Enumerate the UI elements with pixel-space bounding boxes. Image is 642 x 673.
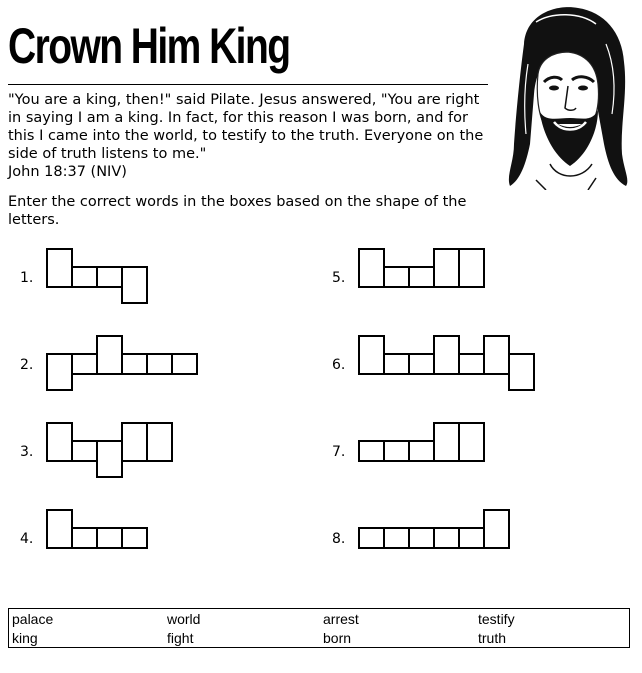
letter-box-short[interactable] [72, 267, 97, 287]
word-bank-item: arrest [323, 611, 359, 627]
page-title: Crown Him King [8, 18, 290, 74]
puzzle-number: 1. [20, 270, 34, 286]
letter-box-tall[interactable] [484, 510, 509, 548]
word-bank-item: palace [12, 611, 54, 627]
puzzle-number: 7. [332, 444, 346, 460]
letter-box-desc[interactable] [97, 441, 122, 477]
letter-box-short[interactable] [97, 267, 122, 287]
puzzle-8 [332, 510, 509, 548]
letter-box-tall[interactable] [434, 249, 459, 287]
word-bank-item: world [167, 611, 201, 627]
letter-box-desc[interactable] [509, 354, 534, 390]
word-bank-item: truth [478, 630, 507, 646]
letter-box-short[interactable] [359, 441, 384, 461]
letter-box-desc[interactable] [122, 267, 147, 303]
letter-box-short[interactable] [147, 354, 172, 374]
letter-box-tall[interactable] [47, 423, 72, 461]
letter-box-short[interactable] [122, 354, 147, 374]
puzzle-number: 6. [332, 357, 346, 373]
letter-box-short[interactable] [384, 354, 409, 374]
letter-box-short[interactable] [459, 528, 484, 548]
letter-box-short[interactable] [72, 441, 97, 461]
letter-box-tall[interactable] [47, 249, 72, 287]
letter-box-tall[interactable] [434, 336, 459, 374]
word-bank-item: king [12, 630, 38, 646]
letter-box-tall[interactable] [359, 336, 384, 374]
instructions: Enter the correct words in the boxes based on the shape of the letters. [8, 194, 467, 228]
letter-box-tall[interactable] [147, 423, 172, 461]
puzzle-3 [20, 423, 172, 477]
letter-box-short[interactable] [409, 267, 434, 287]
letter-box-short[interactable] [409, 354, 434, 374]
letter-box-short[interactable] [172, 354, 197, 374]
quote-reference: John 18:37 (NIV) [8, 164, 127, 180]
letter-box-tall[interactable] [47, 510, 72, 548]
letter-box-short[interactable] [384, 441, 409, 461]
letter-box-short[interactable] [459, 354, 484, 374]
puzzle-7 [332, 423, 484, 461]
letter-box-tall[interactable] [97, 336, 122, 374]
puzzle-number: 5. [332, 270, 346, 286]
puzzle-6 [332, 336, 534, 390]
letter-box-short[interactable] [72, 528, 97, 548]
letter-box-short[interactable] [384, 528, 409, 548]
puzzle-number: 4. [20, 531, 34, 547]
letter-box-short[interactable] [384, 267, 409, 287]
letter-box-short[interactable] [72, 354, 97, 374]
letter-box-tall[interactable] [434, 423, 459, 461]
letter-box-tall[interactable] [459, 249, 484, 287]
puzzle-number: 8. [332, 531, 346, 547]
puzzle-number: 2. [20, 357, 34, 373]
word-bank-item: born [323, 630, 352, 646]
letter-box-short[interactable] [409, 441, 434, 461]
puzzle-number: 3. [20, 444, 34, 460]
puzzle-5 [332, 249, 484, 287]
quote-text: "You are a king, then!" said Pilate. Jesus answered, "You are right in saying I am a king. In fact, for this reason I was born, and for this I came into the world, to testify to the truth. Everyone on the side of truth listens to me." [8, 92, 484, 162]
letter-box-short[interactable] [409, 528, 434, 548]
letter-box-desc[interactable] [47, 354, 72, 390]
puzzle-4 [20, 510, 147, 548]
letter-box-short[interactable] [97, 528, 122, 548]
word-bank-item: fight [167, 630, 194, 646]
letter-box-tall[interactable] [484, 336, 509, 374]
puzzle-1 [20, 249, 147, 303]
word-bank-item: testify [478, 611, 515, 627]
puzzle-2 [20, 336, 197, 390]
word-bank [8, 608, 630, 648]
letter-box-tall[interactable] [459, 423, 484, 461]
letter-box-short[interactable] [122, 528, 147, 548]
letter-box-short[interactable] [359, 528, 384, 548]
letter-box-short[interactable] [434, 528, 459, 548]
letter-box-tall[interactable] [122, 423, 147, 461]
letter-box-tall[interactable] [359, 249, 384, 287]
